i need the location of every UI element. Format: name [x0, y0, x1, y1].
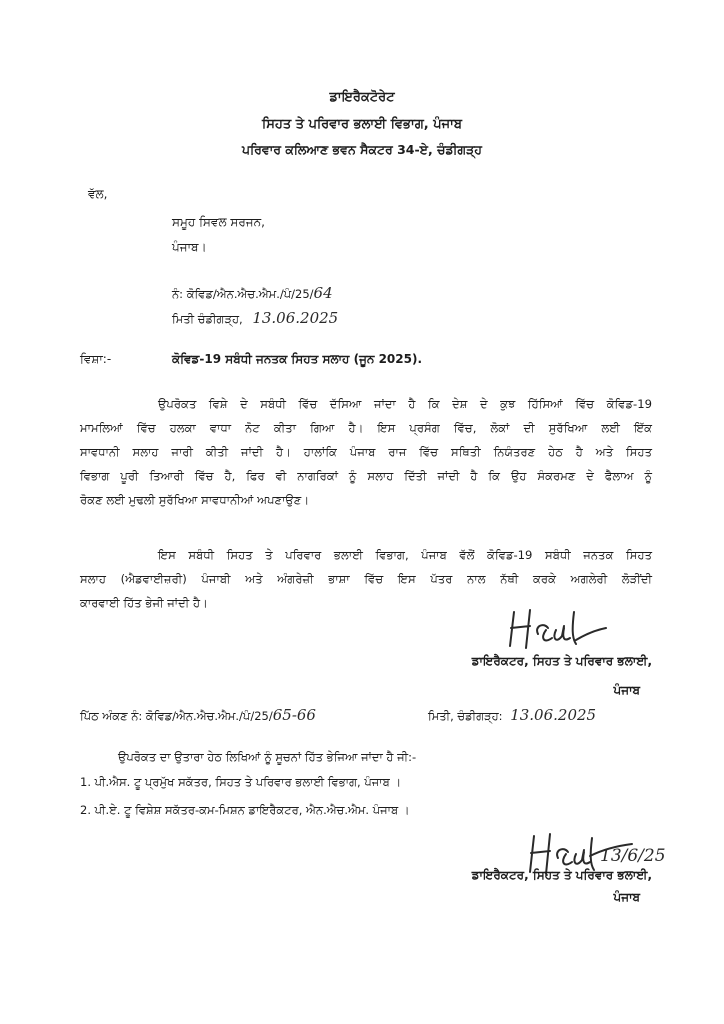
header-office: ਡਾਇਰੈਕਟੋਰੇਟ — [329, 90, 395, 105]
paragraph-line: ਸਾਵਧਾਨੀ ਸਲਾਹ ਜਾਰੀ ਕੀਤੀ ਜਾਂਦੀ ਹੈ। ਹਾਲਾਂਕਿ ਪੰਜਾਬ ਰਾਜ ਵਿੱਚ ਸਥਿਤੀ ਨਿਯੰਤਰਣ ਹੇਠ ਹੈ ਅਤੇ ਸਿਹਤ — [80, 445, 652, 459]
signature-2-handwritten-date: 13/6/25 — [600, 846, 666, 866]
endorsement-date-handwritten: 13.06.2025 — [510, 706, 597, 724]
paragraph-line: ਮਾਮਲਿਆਂ ਵਿੱਚ ਹਲਕਾ ਵਾਧਾ ਨੋਟ ਕੀਤਾ ਗਿਆ ਹੈ। ਇਸ ਪ੍ਰਸੰਗ ਵਿੱਚ, ਲੋਕਾਂ ਦੀ ਸੁਰੱਖਿਆ ਲਈ ਇੱਕ — [80, 421, 652, 435]
reference-date-printed: ਮਿਤੀ ਚੰਡੀਗੜ੍ਹ, — [172, 312, 243, 326]
signature-1-state: ਪੰਜਾਬ — [613, 683, 640, 697]
director-signature-1 — [500, 604, 610, 654]
header-address: ਪਰਿਵਾਰ ਕਲਿਆਣ ਭਵਨ ਸੈਕਟਰ 34-ਏ, ਚੰਡੀਗੜ੍ਹ — [242, 142, 482, 157]
paragraph-line: ਇਸ ਸਬੰਧੀ ਸਿਹਤ ਤੇ ਪਰਿਵਾਰ ਭਲਾਈ ਵਿਭਾਗ, ਪੰਜਾਬ ਵੱਲੋਂ ਕੋਵਿਡ-19 ਸਬੰਧੀ ਜਨਤਕ ਸਿਹਤ — [158, 548, 652, 562]
copy-intro: ਉਪਰੋਕਤ ਦਾ ਉਤਾਰਾ ਹੇਠ ਲਿਖਿਆਂ ਨੂੰ ਸੂਚਨਾਂ ਹਿੱਤ ਭੇਜਿਆ ਜਾਂਦਾ ਹੈ ਜੀ:- — [118, 750, 417, 764]
endorsement-date-printed: ਮਿਤੀ, ਚੰਡੀਗੜ੍ਹ: — [428, 709, 503, 723]
recipient: ਸਮੂਹ ਸਿਵਲ ਸਰਜਨ, — [172, 215, 265, 229]
endorsement-date — [428, 706, 596, 724]
header-department: ਸਿਹਤ ਤੇ ਪਰਿਵਾਰ ਭਲਾਈ ਵਿਭਾਗ, ਪੰਜਾਬ — [262, 117, 462, 132]
copy-item: 2. ਪੀ.ਏ. ਟੂ ਵਿਸ਼ੇਸ਼ ਸਕੱਤਰ-ਕਮ-ਮਿਸ਼ਨ ਡਾਇਰੈਕਟਰ, ਐਨ.ਐਚ.ਐਮ. ਪੰਜਾਬ । — [80, 803, 410, 817]
to-label: ਵੱਲ, — [88, 187, 108, 201]
body-paragraph-1 — [80, 392, 652, 512]
copy-item: 1. ਪੀ.ਐਸ. ਟੂ ਪ੍ਰਮੁੱਖ ਸਕੱਤਰ, ਸਿਹਤ ਤੇ ਪਰਿਵਾਰ ਭਲਾਈ ਵਿਭਾਗ, ਪੰਜਾਬ । — [80, 775, 402, 789]
signature-2-state: ਪੰਜਾਬ — [613, 890, 640, 904]
paragraph-line: ਰੋਕਣ ਲਈ ਮੁਢਲੀ ਸੁਰੱਖਿਆ ਸਾਵਧਾਨੀਆਂ ਅਪਣਾਉਣ। — [80, 493, 310, 507]
paragraph-line: ਕਾਰਵਾਈ ਹਿੱਤ ਭੇਜੀ ਜਾਂਦੀ ਹੈ। — [80, 596, 208, 610]
paragraph-line: ਵਿਭਾਗ ਪੂਰੀ ਤਿਆਰੀ ਵਿੱਚ ਹੈ, ਫਿਰ ਵੀ ਨਾਗਰਿਕਾਂ ਨੂੰ ਸਲਾਹ ਦਿੱਤੀ ਜਾਂਦੀ ਹੈ ਕਿ ਉਹ ਸੰਕਰਮਣ ਦੇ ਫੈਲਾਅ ਨੂੰ — [80, 469, 652, 483]
reference-date — [172, 309, 338, 327]
paragraph-line: ਉਪਰੋਕਤ ਵਿਸ਼ੇ ਦੇ ਸਬੰਧੀ ਵਿੱਚ ਦੱਸਿਆ ਜਾਂਦਾ ਹੈ ਕਿ ਦੇਸ਼ ਦੇ ਕੁਝ ਹਿੱਸਿਆਂ ਵਿੱਚ ਕੋਵਿਡ-19 — [158, 397, 652, 411]
signature-1-title: ਡਾਇਰੈਕਟਰ, ਸਿਹਤ ਤੇ ਪਰਿਵਾਰ ਭਲਾਈ, — [471, 654, 652, 668]
endorsement-number-printed: ਪਿੱਠ ਅੰਕਣ ਨੰ: ਕੋਵਿਡ/ਐਨ.ਐਚ.ਐਮ./ਪੰ/25/ — [80, 709, 273, 723]
subject-label: ਵਿਸ਼ਾ:- — [80, 352, 112, 366]
endorsement-number — [80, 706, 316, 724]
recipient-state: ਪੰਜਾਬ। — [172, 240, 207, 254]
reference-number-printed: ਨੰ: ਕੋਵਿਡ/ਐਨ.ਐਚ.ਐਮ./ਪੰ/25/ — [172, 287, 314, 301]
reference-number-handwritten: 64 — [313, 284, 333, 302]
reference-number — [172, 284, 333, 302]
signature-2-title: ਡਾਇਰੈਕਟਰ, ਸਿਹਤ ਤੇ ਪਰਿਵਾਰ ਭਲਾਈ, — [471, 868, 652, 882]
subject-text: ਕੋਵਿਡ-19 ਸਬੰਧੀ ਜਨਤਕ ਸਿਹਤ ਸਲਾਹ (ਜੂਨ 2025). — [172, 352, 423, 366]
reference-date-handwritten: 13.06.2025 — [252, 309, 339, 327]
paragraph-line: ਸਲਾਹ (ਐਡਵਾਈਜ਼ਰੀ) ਪੰਜਾਬੀ ਅਤੇ ਅੰਗਰੇਜ਼ੀ ਭਾਸ਼ਾ ਵਿੱਚ ਇਸ ਪੱਤਰ ਨਾਲ ਨੱਥੀ ਕਰਕੇ ਅਗਲੇਰੀ ਲੋੜੀਂਦੀ — [80, 572, 652, 586]
endorsement-number-handwritten: 65-66 — [272, 706, 316, 724]
